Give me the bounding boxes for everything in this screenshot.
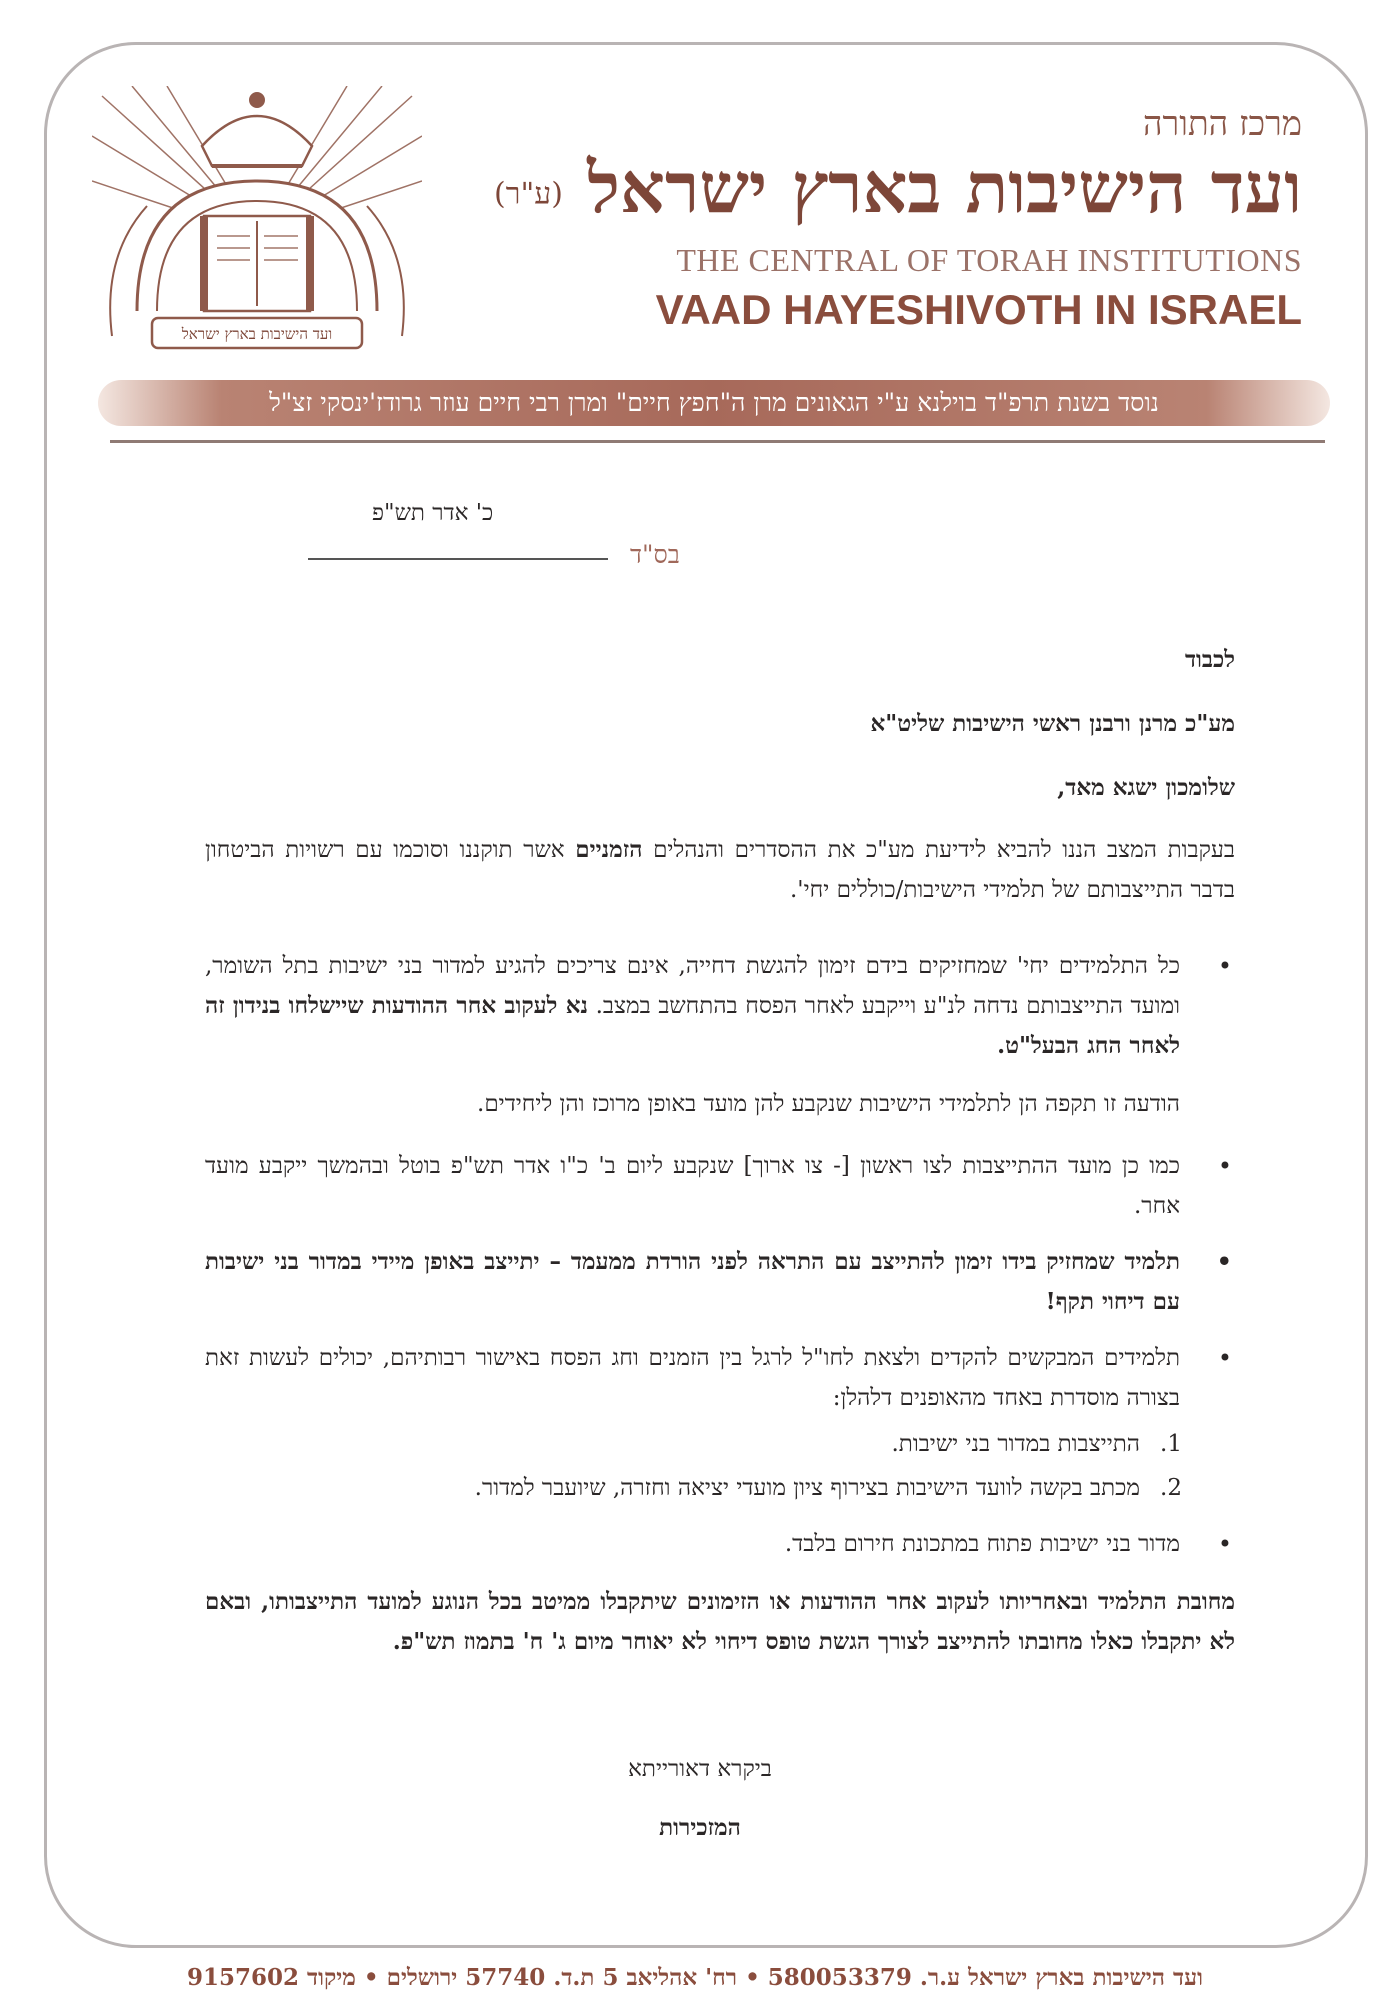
letter-body bbox=[205, 640, 1235, 1682]
option-1-text: התייצבות במדור בני ישיבות. bbox=[891, 1431, 1140, 1457]
footer-address: ועד הישיבות בארץ ישראל ע.ר. 580053379 • רח' אהליאב 5 ת.ד. 57740 ירושלים • מיקוד 9157602 bbox=[186, 1964, 1204, 1991]
bullet-5: • מדור בני ישיבות פתוח במתכונת חירום בלבד. bbox=[205, 1524, 1180, 1564]
bullet-2: • כמו כן מועד ההתייצבות לצו ראשון [- צו ארוך] שנקבע ליום ב' כ"ו אדר תש"פ בוטל ובהמשך ייקבע מועד אחר. bbox=[205, 1146, 1180, 1226]
option-2 bbox=[205, 1468, 1180, 1508]
option-2-number: 2. bbox=[1160, 1475, 1182, 1501]
blank-line bbox=[308, 558, 608, 560]
options-list bbox=[205, 1424, 1180, 1508]
bullet-list-1 bbox=[205, 946, 1235, 1066]
intro-text-1: בעקבות המצב הננו להביא לידיעת מע"כ את ההסדרים והנהלים bbox=[653, 837, 1235, 863]
option-1 bbox=[205, 1424, 1180, 1464]
signature: המזכירות bbox=[659, 1814, 741, 1841]
bullet-4-text: תלמידים המבקשים להקדים ולצאת לחו"ל לרגל בין הזמנים וחג הפסח באישור רבותיהם, יכולים לעשות זאת בצורה מוסדרת באחד מהאופנים דלהלן: bbox=[205, 1345, 1180, 1411]
emblem-text: ועד הישיבות בארץ ישראל bbox=[181, 325, 333, 343]
bullet-list-2 bbox=[205, 1146, 1235, 1564]
bullet-3: • תלמיד שמחזיק בידו זימון להתייצב עם התראה לפני הורדת ממעמד – יתייצב באופן מיידי במדור בני ישיבות עם דיחוי תקף! bbox=[205, 1242, 1180, 1322]
validity-note: הודעה זו תקפה הן לתלמידי הישיבות שנקבע להן מועד באופן מרוכז והן ליחידים. bbox=[477, 1091, 1180, 1117]
bsd-mark: בס"ד bbox=[630, 540, 680, 569]
bullet-4 bbox=[205, 1338, 1180, 1508]
center-name: מרכז התורה bbox=[1142, 104, 1302, 144]
final-paragraph: מחובת התלמיד ובאחריותו לעקוב אחר ההודעות או הזימונים שיתקבלו ממיטב בכל הנוגע למועד התייצבותו, ובאם לא יתקבלו כאלו מחובתו להתייצב לצורך הגשת טופס דיחוי לא יאוחר מיום ג' ח' בתמוז תש"פ. bbox=[205, 1588, 1235, 1655]
org-suffix: (ע"ר) bbox=[494, 176, 563, 212]
org-name-english-2: VAAD HAYESHIVOTH IN ISRAEL bbox=[655, 286, 1302, 333]
org-name-text: ועד הישיבות בארץ ישראל bbox=[587, 146, 1302, 229]
intro-bold: הזמניים bbox=[575, 836, 643, 863]
founding-banner: נוסד בשנת תרפ"ד בוילנא ע"י הגאונים מרן ה"חפץ חיים" ומרן רבי חיים עוזר גרודז'ינסקי זצ"ל bbox=[98, 380, 1330, 426]
intro-text-2: אשר תוקננו וסוכמו עם רשויות הביטחון בדבר התייצבותם של תלמידי הישיבות/כוללים יחי'. bbox=[205, 837, 1235, 903]
greeting: שלומכון ישגא מאד, bbox=[1057, 774, 1235, 801]
org-name-hebrew bbox=[402, 146, 1302, 230]
header-divider bbox=[110, 440, 1325, 443]
to-label: לכבוד bbox=[1184, 646, 1235, 673]
emblem-logo bbox=[92, 86, 422, 364]
bullet-1-bold: נא לעקוב אחר ההודעות שיישלחו בנידון זה לאחר החג הבעל"ט. bbox=[205, 992, 1180, 1059]
org-name-english-1: THE CENTRAL OF TORAH INSTITUTIONS bbox=[676, 242, 1302, 278]
bullet-1 bbox=[205, 946, 1180, 1066]
recipient: מע"כ מרנן ורבנן ראשי הישיבות שליט"א bbox=[870, 710, 1235, 737]
intro-paragraph bbox=[205, 830, 1235, 910]
regards: ביקרא דאורייתא bbox=[628, 1756, 772, 1782]
letter-date: כ' אדר תש"פ bbox=[372, 500, 494, 526]
option-2-text: מכתב בקשה לוועד הישיבות בצירוף ציון מועדי יציאה וחזרה, שיועבר למדור. bbox=[474, 1475, 1140, 1501]
option-1-number: 1. bbox=[1160, 1431, 1182, 1457]
bullet-1-text: כל התלמידים יחי' שמחזיקים בידם זימון להגשת דחייה, אינם צריכים להגיע למדור בני ישיבות בתל השומר, ומועד התייצבותם נדחה לנ"ע וייקבע לאחר הפסח בהתחשב במצב. bbox=[205, 953, 1180, 1019]
